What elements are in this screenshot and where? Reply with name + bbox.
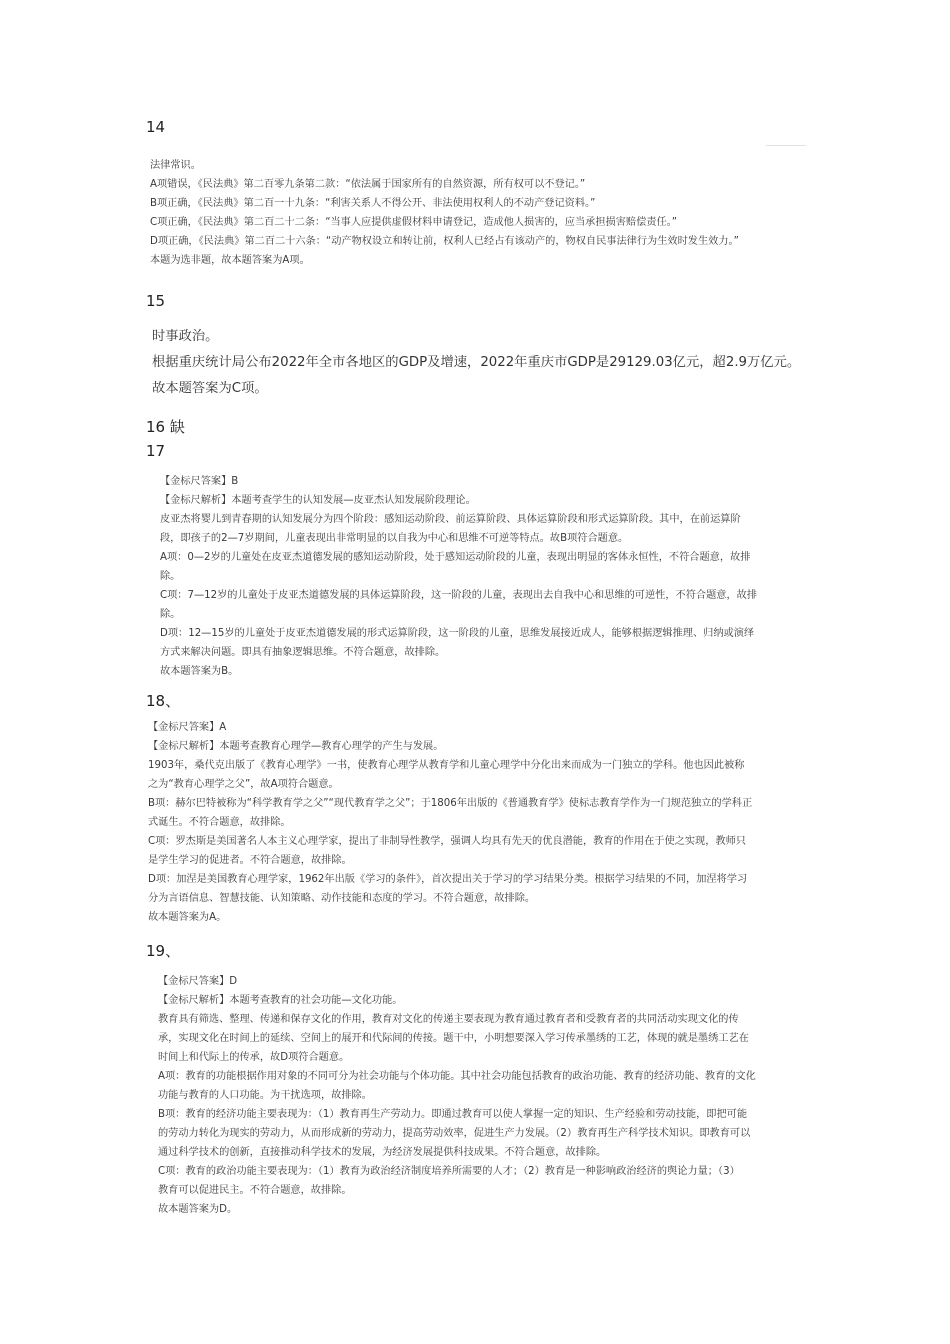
answer-line: 教育具有筛选、整理、传递和保存文化的作用，教育对文化的传递主要表现为教育通过教育者和受教育者的共同活动实现文化的传 [158, 1014, 739, 1025]
answer-line: 1903年，桑代克出版了《教育心理学》一书，使教育心理学从教育学和儿童心理学中分化出来而成为一门独立的学科。他也因此被称 [148, 760, 745, 771]
answer-line: 本题为选非题，故本题答案为A项。 [150, 255, 310, 266]
answer-line: 时间上和代际上的传承，故D项符合题意。 [158, 1052, 350, 1063]
answer-line: 通过科学技术的创新，直接推动科学技术的发展，为经济发展提供科技成果。不符合题意，故排除。 [158, 1147, 607, 1158]
answer-line: 故本题答案为B。 [160, 666, 239, 677]
answer-line: 【金标尺解析】本题考查学生的认知发展—皮亚杰认知发展阶段理论。 [160, 495, 476, 506]
answer-line: 故本题答案为C项。 [152, 381, 268, 396]
answer-line: B项：赫尔巴特被称为“科学教育学之父”“现代教育学之父”；于1806年出版的《普通教育学》使标志教育学作为一门规范独立的学科正 [148, 798, 753, 809]
page-corner-divider [766, 145, 806, 146]
answer-block-14 [150, 156, 739, 270]
answer-line: A项：0—2岁的儿童处在皮亚杰道德发展的感知运动阶段，处于感知运动阶段的儿童，表现出明显的客体永恒性，不符合题意，故排 [160, 552, 751, 563]
answer-line: 故本题答案为A。 [148, 912, 227, 923]
answer-line: A项错误，《民法典》第二百零九条第二款：“依法属于国家所有的自然资源，所有权可以不登记。” [150, 179, 586, 190]
answer-line: C项：7—12岁的儿童处于皮亚杰道德发展的具体运算阶段，这一阶段的儿童，表现出去自我中心和思维的可逆性，不符合题意，故排 [160, 590, 758, 601]
answer-line: 之为“教育心理学之父”，故A项符合题意。 [148, 779, 339, 790]
answer-line: B项：教育的经济功能主要表现为：（1）教育再生产劳动力。即通过教育可以使人掌握一定的知识、生产经验和劳动技能，即把可能 [158, 1109, 748, 1120]
answer-line: 【金标尺答案】A [148, 722, 227, 733]
question-number-17: 17 [146, 442, 166, 460]
answer-line: 的劳动力转化为现实的劳动力，从而形成新的劳动力，提高劳动效率，促进生产力发展。（2）教育再生产科学技术知识。即教育可以 [158, 1128, 751, 1139]
answer-line: D项：加涅是美国教育心理学家，1962年出版《学习的条件》，首次提出关于学习的学习结果分类。根据学习结果的不同，加涅将学习 [148, 874, 748, 885]
question-number-14: 14 [146, 118, 166, 136]
answer-line: 法律常识。 [150, 160, 201, 171]
answer-line: 除。 [160, 571, 181, 582]
answer-block-15 [152, 324, 800, 402]
question-number-18: 18、 [146, 692, 181, 710]
answer-line: 除。 [160, 609, 181, 620]
answer-line: 故本题答案为D。 [158, 1204, 238, 1215]
answer-line: 教育可以促进民主。不符合题意，故排除。 [158, 1185, 352, 1196]
question-number-15: 15 [146, 292, 166, 310]
answer-line: 方式来解决问题。即具有抽象逻辑思维。不符合题意，故排除。 [160, 647, 446, 658]
answer-line: 皮亚杰将婴儿到青春期的认知发展分为四个阶段：感知运动阶段、前运算阶段、具体运算阶段和形式运算阶段。其中，在前运算阶 [160, 514, 741, 525]
answer-line: 时事政治。 [152, 329, 219, 344]
answer-line: D项正确，《民法典》第二百二十六条：“动产物权设立和转让前，权利人已经占有该动产的，物权自民事法律行为生效时发生效力。” [150, 236, 739, 247]
answer-line: 【金标尺答案】B [160, 476, 239, 487]
answer-line: 分为言语信息、智慧技能、认知策略、动作技能和态度的学习。不符合题意，故排除。 [148, 893, 536, 904]
answer-line: B项正确，《民法典》第二百一十九条：“利害关系人不得公开、非法使用权利人的不动产登记资料。” [150, 198, 596, 209]
answer-line: A项：教育的功能根据作用对象的不同可分为社会功能与个体功能。其中社会功能包括教育的政治功能、教育的经济功能、教育的文化 [158, 1071, 756, 1082]
answer-line: 【金标尺解析】本题考查教育的社会功能—文化功能。 [158, 995, 403, 1006]
answer-line: 段，即孩子的2—7岁期间，儿童表现出非常明显的以自我为中心和思维不可逆等特点。故B项符合题意。 [160, 533, 629, 544]
question-number-16: 16 缺 [146, 418, 185, 436]
answer-line: 承，实现文化在时间上的延续、空间上的展开和代际间的传接。题干中，小明想要深入学习传承墨绣的工艺，体现的就是墨绣工艺在 [158, 1033, 749, 1044]
answer-line: C项：教育的政治功能主要表现为：（1）教育为政治经济制度培养所需要的人才；（2）教育是一种影响政治经济的舆论力量；（3） [158, 1166, 740, 1177]
answer-line: C项：罗杰斯是美国著名人本主义心理学家，提出了非制导性教学，强调人均具有先天的优良潜能，教育的作用在于使之实现，教师只 [148, 836, 746, 847]
answer-line: 【金标尺答案】D [158, 976, 238, 987]
answer-line: 式诞生。不符合题意，故排除。 [148, 817, 291, 828]
answer-line: 功能与教育的人口功能。为干扰选项，故排除。 [158, 1090, 372, 1101]
answer-line: 【金标尺解析】本题考查教育心理学—教育心理学的产生与发展。 [148, 741, 444, 752]
answer-block-18 [148, 718, 752, 927]
answer-block-17 [160, 472, 757, 681]
question-number-19: 19、 [146, 942, 181, 960]
answer-line: 根据重庆统计局公布2022年全市各地区的GDP及增速，2022年重庆市GDP是29129.03亿元，超2.9万亿元。 [152, 355, 801, 370]
answer-block-19 [158, 972, 756, 1219]
answer-line: C项正确，《民法典》第二百二十二条：“当事人应提供虚假材料申请登记，造成他人损害的，应当承担损害赔偿责任。” [150, 217, 678, 228]
answer-line: 是学生学习的促进者。不符合题意，故排除。 [148, 855, 352, 866]
answer-line: D项：12—15岁的儿童处于皮亚杰道德发展的形式运算阶段，这一阶段的儿童，思维发展接近成人，能够根据逻辑推理、归纳或演绎 [160, 628, 755, 639]
